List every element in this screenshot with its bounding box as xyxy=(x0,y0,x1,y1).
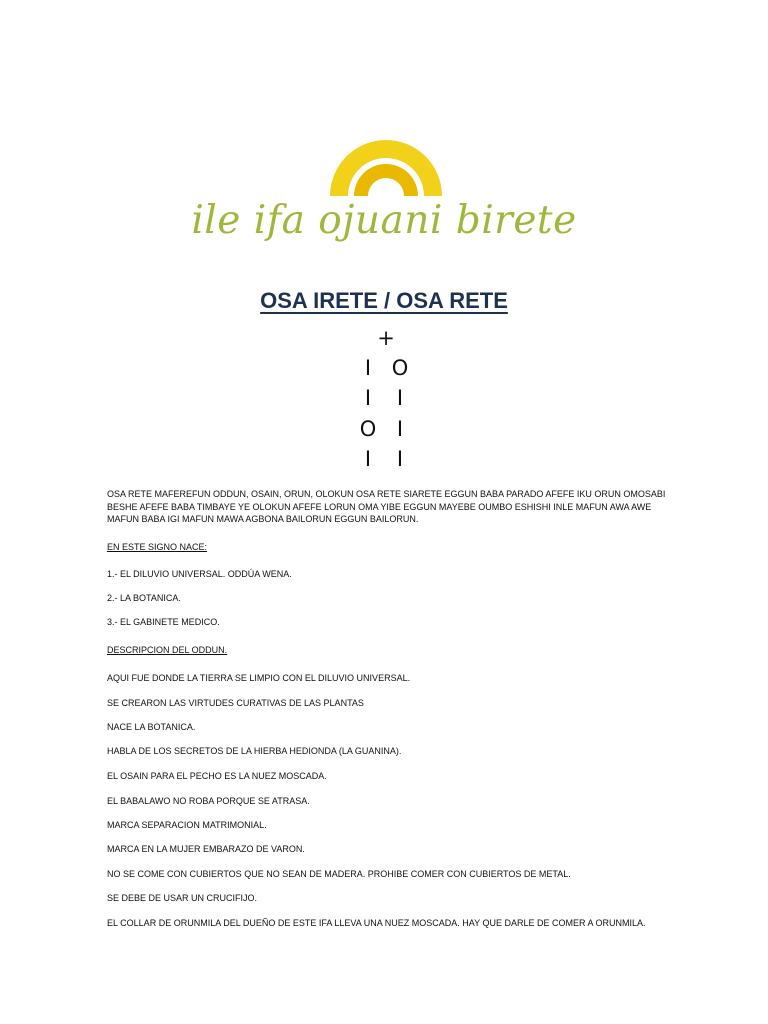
logo xyxy=(0,120,768,250)
intro-paragraph: OSA RETE MAFEREFUN ODDUN, OSAIN, ORUN, OLOKUN OSA RETE SIARETE EGGUN BABA PARADO AFEFE IKU ORUN OMOSABI BESHE AFEFE BABA TIMBAYE YE OLOKUN AFEFE LORUN OMA YIBE EGGUN MAYEBE OUMBO ESHISHI INLE MAFUN AWA AWE MAFUN BABA IGI MAFUN MAWA AGBONA BAILORUN EGGUN BAILORUN. xyxy=(107,489,666,524)
list-item: HABLA DE LOS SECRETOS DE LA HIERBA HEDIONDA (LA GUANINA). xyxy=(107,746,402,756)
mark-left: I xyxy=(364,386,372,410)
mark-right: O xyxy=(391,356,409,380)
nace-heading: EN ESTE SIGNO NACE: xyxy=(107,542,208,552)
list-item: SE DEBE DE USAR UN CRUCIFIJO. xyxy=(107,893,258,903)
mark-row xyxy=(340,386,440,416)
list-item: MARCA SEPARACION MATRIMONIAL. xyxy=(107,820,267,830)
descripcion-heading: DESCRIPCION DEL ODDUN. xyxy=(107,645,228,655)
mark-right: I xyxy=(396,417,404,441)
logo-text: ile ifa ojuani birete xyxy=(191,198,577,243)
mark-row xyxy=(340,356,440,386)
list-item: NACE LA BOTANICA. xyxy=(107,722,196,732)
mark-right: I xyxy=(396,447,404,471)
list-item: EL BABALAWO NO ROBA PORQUE SE ATRASA. xyxy=(107,796,310,806)
list-item: EL COLLAR DE ORUNMILA DEL DUEÑO DE ESTE IFA LLEVA UNA NUEZ MOSCADA. HAY QUE DARLE DE COMER A ORUNMILA. xyxy=(107,918,646,928)
list-item: EL OSAIN PARA EL PECHO ES LA NUEZ MOSCADA. xyxy=(107,771,327,781)
mark-right: I xyxy=(396,386,404,410)
list-item: 3.- EL GABINETE MEDICO. xyxy=(107,617,220,627)
list-item: NO SE COME CON CUBIERTOS QUE NO SEAN DE MADERA. PROHIBE COMER CON CUBIERTOS DE METAL. xyxy=(107,869,571,879)
mark-left: I xyxy=(364,447,372,471)
mark-row xyxy=(340,417,440,447)
mark-row xyxy=(340,447,440,477)
list-item: AQUI FUE DONDE LA TIERRA SE LIMPIO CON EL DILUVIO UNIVERSAL. xyxy=(107,673,411,683)
list-item: 1.- EL DILUVIO UNIVERSAL. ODDÚA WENA. xyxy=(107,569,292,579)
mark-left: I xyxy=(364,356,372,380)
list-item: SE CREARON LAS VIRTUDES CURATIVAS DE LAS PLANTAS xyxy=(107,698,364,708)
list-item: MARCA EN LA MUJER EMBARAZO DE VARON. xyxy=(107,844,305,854)
mark-top: + xyxy=(377,326,395,350)
mark-left: O xyxy=(359,417,377,441)
list-item: 2.- LA BOTANICA. xyxy=(107,593,181,603)
rainbow-arc-icon xyxy=(324,124,448,198)
page-title: OSA IRETE / OSA RETE xyxy=(260,288,508,313)
